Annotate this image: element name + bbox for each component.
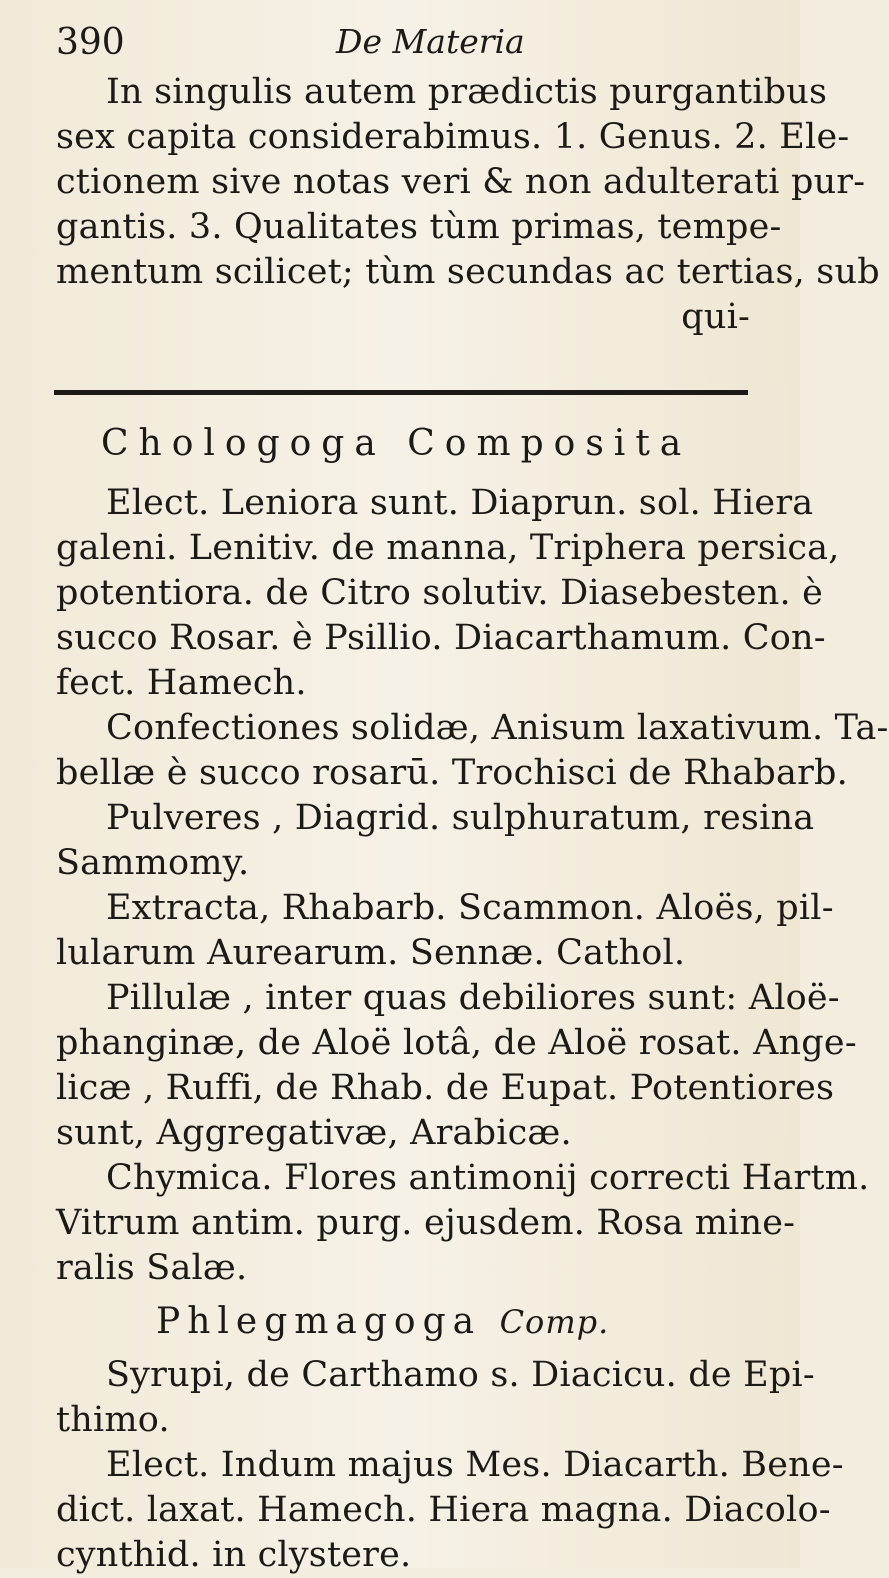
text-line: galeni. Lenitiv. de manna, Triphera persica, [56,528,840,568]
text-line: sex capita considerabimus. 1. Genus. 2. Ele- [56,117,850,157]
text-line: cynthid. in clystere. [56,1535,412,1575]
text-line: licæ , Ruffi, de Rhab. de Eupat. Potentiores [56,1068,835,1108]
phlegmagoga-title: Phlegmagoga [156,1301,482,1342]
text-line: succo Rosar. è Psillio. Diacarthamum. Con- [56,618,826,658]
intro-paragraph [56,70,880,340]
text-line: Syrupi, de Carthamo s. Diacicu. de Epi- [106,1355,815,1395]
text-line: mentum scilicet; tùm secundas ac tertias, sub [56,252,880,292]
text-line: gantis. 3. Qualitates tùm primas, tempe- [56,207,782,247]
text-line: Pillulæ , inter quas debiliores sunt: Aloë- [106,978,840,1018]
catchword: qui- [681,297,750,337]
section-rule [54,390,748,395]
phlegmagoga-list [56,1353,844,1578]
text-line: Chymica. Flores antimonij correcti Hartm. [106,1158,870,1198]
text-line: ctionem sive notas veri & non adulterati pur- [56,162,866,202]
phlegmagoga-suffix: Comp. [499,1303,610,1341]
text-line: Sammomy. [56,843,250,883]
text-line: sunt, Aggregativæ, Arabicæ. [56,1113,572,1153]
text-line: In singulis autem prædictis purgantibus [106,72,828,112]
cholagoga-list [56,481,889,1291]
text-line: Pulveres , Diagrid. sulphuratum, resina [106,798,815,838]
text-line: potentiora. de Citro solutiv. Diasebesten. è [56,573,824,613]
text-line: Vitrum antim. purg. ejusdem. Rosa mine- [56,1203,796,1243]
page-header [56,22,760,70]
running-head: De Materia [336,22,525,61]
text-line: thimo. [56,1400,170,1440]
text-line: fect. Hamech. [56,663,307,703]
text-line: lularum Aurearum. Sennæ. Cathol. [56,933,686,973]
text-line: bellæ è succo rosarū. Trochisci de Rhabarb. [56,753,848,793]
text-line: dict. laxat. Hamech. Hiera magna. Diacolo- [56,1490,831,1530]
section-heading-cholagoga: Chologoga Composita [101,423,692,464]
section-heading-phlegmagoga [56,1291,760,1353]
text-line: phanginæ, de Aloë lotâ, de Aloë rosat. Ange- [56,1023,857,1063]
text-line: ralis Salæ. [56,1248,248,1288]
text-line: Extracta, Rhabarb. Scammon. Aloës, pil- [106,888,834,928]
text-line: Elect. Indum majus Mes. Diacarth. Bene- [106,1445,844,1485]
text-line: Elect. Leniora sunt. Diaprun. sol. Hiera [106,483,814,523]
text-line: Confectiones solidæ, Anisum laxativum. Ta- [106,708,889,748]
page-number: 390 [56,22,125,63]
